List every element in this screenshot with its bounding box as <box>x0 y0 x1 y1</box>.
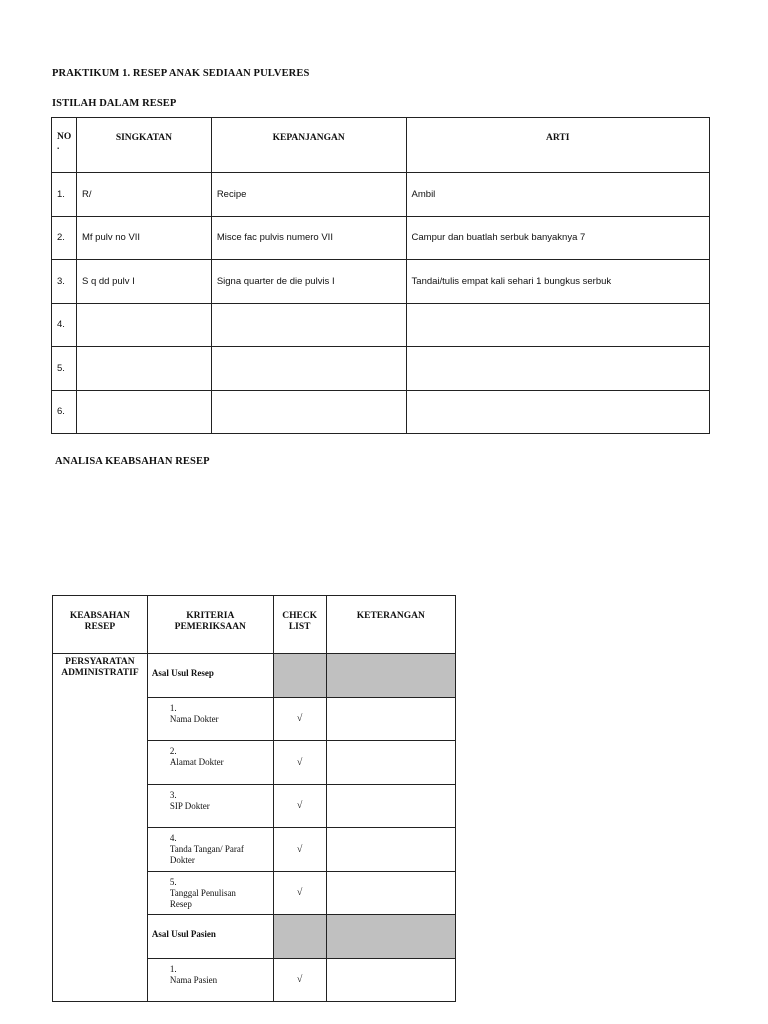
item-number: 3. <box>169 789 177 800</box>
criteria-cell <box>147 697 273 741</box>
istilah-table <box>51 117 710 434</box>
page-title: PRAKTIKUM 1. RESEP ANAK SEDIAAN PULVERES <box>52 68 310 79</box>
keterangan-cell <box>326 697 455 741</box>
cell-no: 2. <box>52 216 77 260</box>
table-row <box>52 216 710 260</box>
group-label-cell <box>147 915 273 959</box>
cell-arti <box>406 303 709 347</box>
column-header-arti: ARTI <box>406 118 709 173</box>
checkmark: √ <box>273 958 326 1002</box>
keterangan-cell <box>326 828 455 872</box>
column-header-singkatan: SINGKATAN <box>76 118 211 173</box>
cell-singkatan: S q dd pulv I <box>76 260 211 304</box>
section-heading-istilah: ISTILAH DALAM RESEP <box>52 98 177 109</box>
item-text: Tanggal Penulisan Resep <box>169 887 236 909</box>
cell-arti <box>406 390 709 434</box>
item-text: Nama Dokter <box>169 713 219 724</box>
group-label-cell <box>147 654 273 698</box>
criteria-cell <box>147 828 273 872</box>
checkmark: √ <box>273 828 326 872</box>
cell-arti <box>406 347 709 391</box>
cell-arti: Ambil <box>406 173 709 217</box>
cell-arti: Tandai/tulis empat kali sehari 1 bungkus serbuk <box>406 260 709 304</box>
keabsahan-table <box>52 595 456 1002</box>
table-row <box>52 390 710 434</box>
cell-kepanjangan: Signa quarter de die pulvis I <box>211 260 406 304</box>
item-number: 1. <box>169 702 177 713</box>
grey-keterangan-cell <box>326 654 455 698</box>
cell-no: 6. <box>52 390 77 434</box>
column-header-no: NO . <box>52 118 77 173</box>
cell-no: 3. <box>52 260 77 304</box>
table-row <box>52 260 710 304</box>
item-text: Tanda Tangan/ Paraf Dokter <box>169 844 244 865</box>
cell-no: 4. <box>52 303 77 347</box>
table-header-row <box>52 118 710 173</box>
item-number: 5. <box>169 876 177 887</box>
column-header-kriteria: KRITERIA PEMERIKSAAN <box>147 596 273 654</box>
column-header-kepanjangan: KEPANJANGAN <box>211 118 406 173</box>
item-text: Alamat Dokter <box>169 757 224 767</box>
table-header-row <box>53 596 456 654</box>
column-header-keabsahan: KEABSAHAN RESEP <box>53 596 148 654</box>
table-row <box>52 303 710 347</box>
checkmark: √ <box>273 741 326 785</box>
item-number: 2. <box>169 746 177 756</box>
column-header-keterangan: KETERANGAN <box>326 596 455 654</box>
criteria-cell <box>147 784 273 828</box>
criteria-cell <box>147 741 273 785</box>
cell-singkatan <box>76 347 211 391</box>
cell-no: 1. <box>52 173 77 217</box>
keterangan-cell <box>326 784 455 828</box>
section-label: PERSYARATAN ADMINISTRATIF <box>53 654 148 1002</box>
checkmark: √ <box>273 784 326 828</box>
criteria-cell <box>147 958 273 1002</box>
cell-kepanjangan <box>211 390 406 434</box>
cell-kepanjangan: Recipe <box>211 173 406 217</box>
item-text: SIP Dokter <box>169 800 210 811</box>
checkmark: √ <box>273 697 326 741</box>
cell-arti: Campur dan buatlah serbuk banyaknya 7 <box>406 216 709 260</box>
group-label: Asal Usul Pasien <box>151 929 216 939</box>
column-header-checklist: CHECK LIST <box>273 596 326 654</box>
grey-checklist-cell <box>273 654 326 698</box>
cell-kepanjangan: Misce fac pulvis numero VII <box>211 216 406 260</box>
criteria-cell <box>147 871 273 915</box>
cell-kepanjangan <box>211 347 406 391</box>
keterangan-cell <box>326 871 455 915</box>
item-text: Nama Pasien <box>169 974 218 985</box>
keterangan-cell <box>326 741 455 785</box>
group-label: Asal Usul Resep <box>151 668 214 678</box>
cell-singkatan: Mf pulv no VII <box>76 216 211 260</box>
section-heading-analisa: ANALISA KEABSAHAN RESEP <box>55 456 210 467</box>
item-number: 4. <box>169 833 177 843</box>
table-row <box>52 347 710 391</box>
cell-kepanjangan <box>211 303 406 347</box>
item-number: 1. <box>169 963 177 974</box>
grey-checklist-cell <box>273 915 326 959</box>
grey-keterangan-cell <box>326 915 455 959</box>
cell-singkatan: R/ <box>76 173 211 217</box>
group-row <box>53 654 456 698</box>
cell-singkatan <box>76 390 211 434</box>
keterangan-cell <box>326 958 455 1002</box>
checkmark: √ <box>273 871 326 915</box>
table-row <box>52 173 710 217</box>
cell-singkatan <box>76 303 211 347</box>
cell-no: 5. <box>52 347 77 391</box>
